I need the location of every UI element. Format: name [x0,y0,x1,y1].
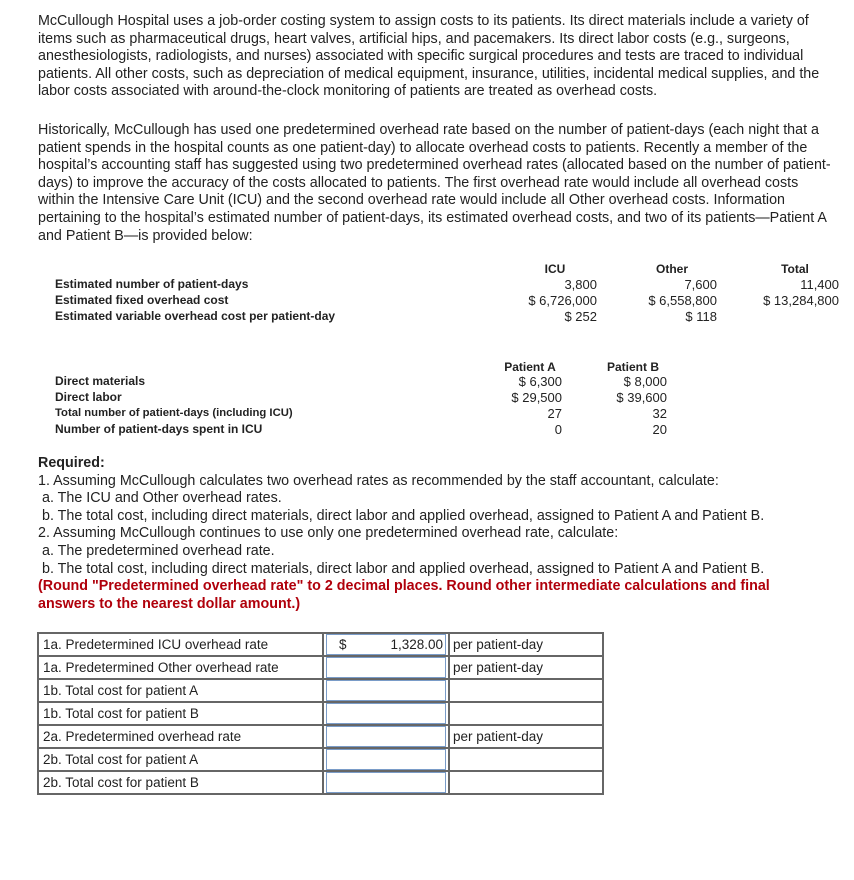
header-total: Total [781,262,809,276]
row-label-fixed-overhead: Estimated fixed overhead cost [55,293,229,307]
answer-row [38,679,603,702]
icu-rate-input[interactable] [326,634,446,655]
required-section [38,455,838,613]
answer-row [38,656,603,679]
patient-b-icu-days: 20 [652,422,667,437]
answer-cell [323,725,449,748]
answer-table [37,632,604,795]
answer-label: 1b. Total cost for patient B [38,702,323,725]
answer-unit: per patient-day [449,633,603,656]
answer-cell [323,633,449,656]
row-label-direct-labor: Direct labor [55,390,122,404]
header-other: Other [655,262,688,276]
patient-a-icu-days: 0 [554,422,562,437]
required-line-1: 1. Assuming McCullough calculates two overhead rates as recommended by the staff accountant, calculate: [38,472,719,489]
patient-a-direct-labor: $ 29,500 [511,390,562,405]
required-line-2a: a. The predetermined overhead rate. [42,542,275,559]
answer-row [38,748,603,771]
answer-cell [323,656,449,679]
answer-label: 1a. Predetermined Other overhead rate [38,656,323,679]
total-cost-b-2b-input[interactable] [326,772,446,793]
answer-unit [449,679,603,702]
row-label-icu-days: Number of patient-days spent in ICU [55,422,263,436]
answer-unit: per patient-day [449,725,603,748]
answer-label: 2b. Total cost for patient A [38,748,323,771]
total-cost-a-1b-input[interactable] [326,680,446,701]
answer-cell [323,679,449,702]
total-patient-days: 11,400 [800,277,839,292]
intro-paragraph-2: Historically, McCullough has used one predetermined overhead rate based on the number of patient-days (each night that a patient spends in the hospital counts as one patient-day) to allocate overhead costs to patients. Recently a member of the hospital’s accounting staff has suggested using two predetermined overhead rates (allocated based on the number of patient-days) to improve the accuracy of the costs allocated to patients. The first overhead rate would include all overhead costs within the Intensive Care Unit (ICU) and the second overhead rate would include all Other overhead costs. Information pertaining to the hospital’s estimated number of patient-days, its estimated overhead costs, and two of its patients—Patient A and Patient B—is provided below: [38,122,831,244]
input-value: 1,328.00 [390,637,443,652]
answer-cell [323,748,449,771]
answer-cell [323,771,449,794]
header-icu: ICU [544,262,566,276]
answer-label: 2a. Predetermined overhead rate [38,725,323,748]
other-fixed-overhead: $ 6,558,800 [648,293,717,308]
answer-unit [449,702,603,725]
answer-unit: per patient-day [449,656,603,679]
required-title: Required: [38,455,105,471]
other-variable-overhead: $ 118 [685,309,717,324]
answer-cell [323,702,449,725]
patient-b-total-days: 32 [652,406,667,421]
patient-b-direct-labor: $ 39,600 [616,390,667,405]
answer-unit [449,771,603,794]
patient-a-direct-materials: $ 6,300 [518,374,562,389]
row-label-variable-overhead: Estimated variable overhead cost per patient-day [55,309,336,323]
answer-row [38,771,603,794]
answer-row [38,725,603,748]
icu-patient-days: 3,800 [564,277,597,292]
row-label-total-patient-days: Total number of patient-days (including ICU) [55,407,293,419]
answer-label: 1a. Predetermined ICU overhead rate [38,633,323,656]
answer-label: 1b. Total cost for patient A [38,679,323,702]
patient-a-total-days: 27 [547,406,562,421]
icu-fixed-overhead: $ 6,726,000 [528,293,597,308]
required-line-2: 2. Assuming McCullough continues to use only one predetermined overhead rate, calculate: [38,525,619,542]
header-patient-b: Patient B [606,360,659,374]
currency-symbol: $ [339,637,347,652]
required-line-2b: b. The total cost, including direct materials, direct labor and applied overhead, assigned to Patient A and Patient B. [42,560,765,577]
total-cost-a-2b-input[interactable] [326,749,446,770]
header-patient-a: Patient A [504,360,556,374]
row-label-direct-materials: Direct materials [55,374,146,388]
total-cost-b-1b-input[interactable] [326,703,446,724]
icu-variable-overhead: $ 252 [564,309,597,324]
rounding-note: (Round "Predetermined overhead rate" to 2 decimal places. Round other intermediate calculations and final answers to the nearest dollar amount.) [38,578,770,612]
other-rate-input[interactable] [326,657,446,678]
row-label-patient-days: Estimated number of patient-days [55,277,249,291]
required-line-1b: b. The total cost, including direct materials, direct labor and applied overhead, assigned to Patient A and Patient B. [42,507,765,524]
answer-unit [449,748,603,771]
total-fixed-overhead: $ 13,284,800 [763,293,839,308]
intro-paragraph-1: McCullough Hospital uses a job-order costing system to assign costs to its patients. Its direct materials include a variety of items such as pharmaceutical drugs, heart valves, artificial hips, and pacemakers. Its direct labor costs (e.g., surgeons, anesthesiologists, radiologists, and nurses) associated with specific surgical procedures and tests are traced to individual patients. All other costs, such as depreciation of medical equipment, insurance, utilities, incidental medical supplies, and the labor costs associated with around-the-clock monitoring of patients are treated as overhead costs. [38,13,820,100]
required-line-1a: a. The ICU and Other overhead rates. [42,490,282,507]
answer-row [38,633,603,656]
other-patient-days: 7,600 [684,277,717,292]
answer-row [38,702,603,725]
single-rate-input[interactable] [326,726,446,747]
answer-label: 2b. Total cost for patient B [38,771,323,794]
patient-b-direct-materials: $ 8,000 [623,374,667,389]
